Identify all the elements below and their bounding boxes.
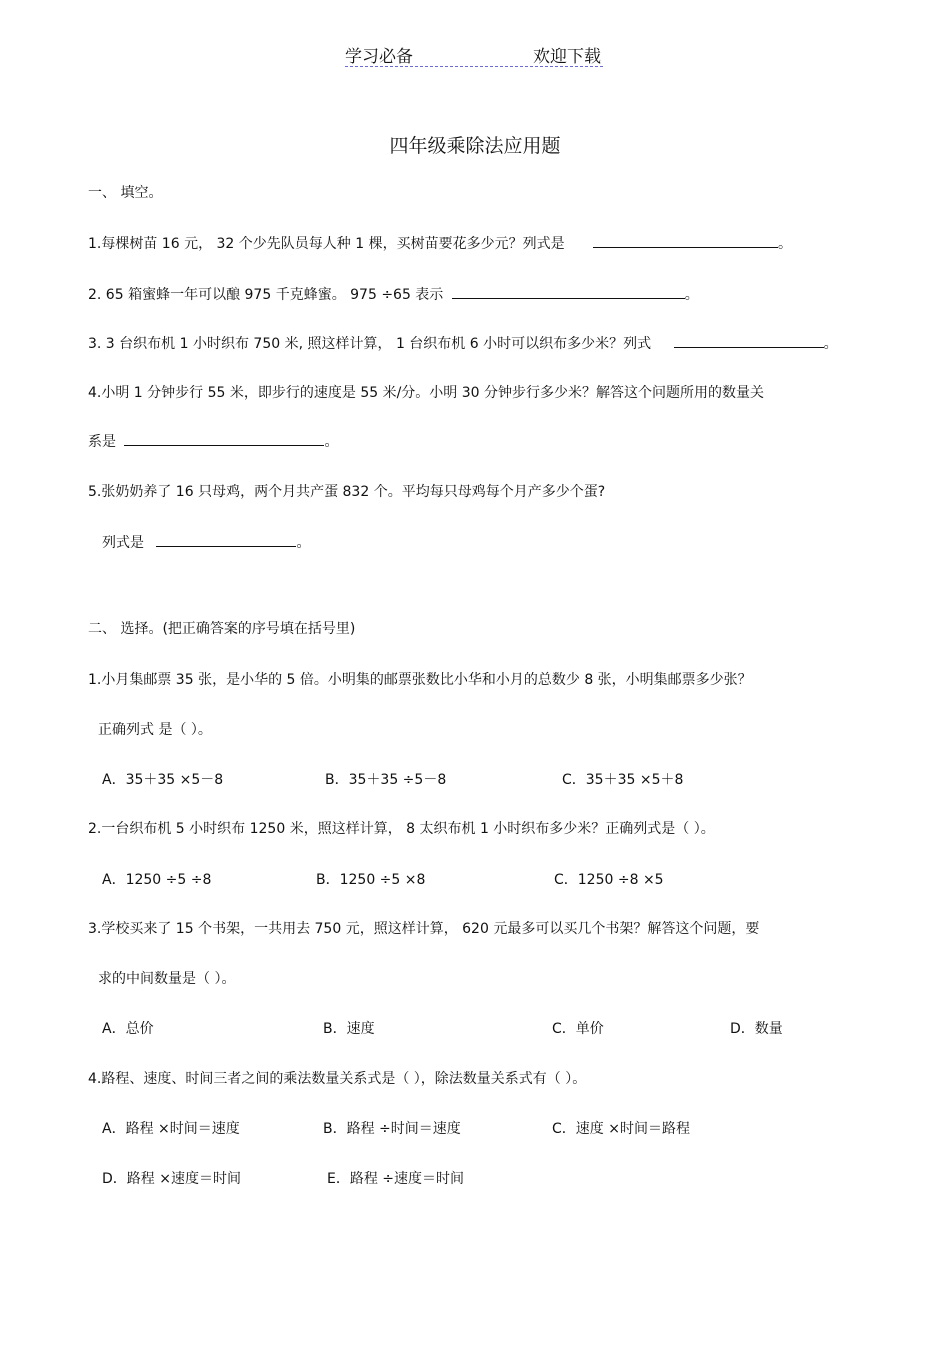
s1-q5-line2 [102,532,310,553]
s1-q2-answer-blank[interactable] [452,284,685,299]
section2-heading: 二、 选择。(把正确答案的序号填在括号里) [88,621,356,637]
s2-q4-option-b[interactable]: B．路程 ÷时间＝速度 [323,1121,461,1137]
s2-q3-option-c[interactable]: C．单价 [552,1021,604,1037]
s1-q3-end: 。 [823,336,838,352]
s1-q2-end: 。 [684,287,699,303]
s2-q1-option-a[interactable]: A．35＋35 ×5－8 [102,772,224,788]
s1-q3-answer-blank[interactable] [674,333,824,348]
s2-q2-option-c[interactable]: C．1250 ÷8 ×5 [554,872,664,888]
s1-q3-text: 3. 3 台织布机 1 小时织布 750 米, 照这样计算， 1 台织布机 6 小时可以织布多少米？列式 [88,336,652,352]
s2-q4-option-e[interactable]: E．路程 ÷速度＝时间 [327,1171,465,1187]
s1-q4-answer-blank[interactable] [124,431,324,446]
s2-q4-option-d[interactable]: D．路程 ×速度＝时间 [102,1171,241,1187]
header-left-text: 学习必备 [345,47,413,67]
s2-q1-line1: 1.小月集邮票 35 张，是小华的 5 倍。小明集的邮票张数比小华和小月的总数少 8 张，小明集邮票多少张？ [88,672,752,688]
s2-q2-option-a[interactable]: A．1250 ÷5 ÷8 [102,872,212,888]
s2-q3-line2: 求的中间数量是（ ）。 [98,971,236,987]
s2-q1-option-b[interactable]: B．35＋35 ÷5－8 [325,772,447,788]
s2-q3-line1: 3.学校买来了 15 个书架，一共用去 750 元，照这样计算， 620 元最多可以买几个书架？解答这个问题，要 [88,921,760,937]
s2-q3-option-d[interactable]: D．数量 [730,1021,783,1037]
s1-q4-line1: 4.小明 1 分钟步行 55 米，即步行的速度是 55 米/分。小明 30 分钟步行多少米？解答这个问题所用的数量关 [88,385,765,401]
s1-q1-text: 1.每棵树苗 16 元， 32 个少先队员每人种 1 棵，买树苗要花多少元？列式是 [88,236,565,252]
s1-question-1 [88,233,792,254]
s2-q2-option-b[interactable]: B．1250 ÷5 ×8 [316,872,426,888]
section1-heading: 一、 填空。 [88,185,163,201]
s2-q1-line2: 正确列式 是（ ）。 [98,722,212,738]
s2-q3-option-a[interactable]: A．总价 [102,1021,154,1037]
s1-q2-text: 2. 65 箱蜜蜂一年可以酿 975 千克蜂蜜。 975 ÷65 表示 [88,287,444,303]
s2-q1-option-c[interactable]: C．35＋35 ×5＋8 [562,772,684,788]
s1-q5-line1: 5.张奶奶养了 16 只母鸡，两个月共产蛋 832 个。平均每只母鸡每个月产多少个蛋? [88,484,606,500]
s1-q1-end: 。 [778,236,793,252]
s1-q5-end: 。 [296,535,311,551]
header-right-text: 欢迎下载 [533,47,601,67]
page-title: 四年级乘除法应用题 [389,135,561,157]
s1-question-3 [88,333,838,354]
s2-q4-option-c[interactable]: C．速度 ×时间＝路程 [552,1121,690,1137]
s1-q4-line2 [88,431,338,452]
s1-question-2 [88,284,699,305]
s2-q4-line1: 4.路程、速度、时间三者之间的乘法数量关系式是（ ），除法数量关系式有（ ）。 [88,1071,587,1087]
s1-q5-answer-blank[interactable] [156,532,296,547]
s2-q2-line1: 2.一台织布机 5 小时织布 1250 米，照这样计算， 8 太织布机 1 小时织布多少米？正确列式是（ ）。 [88,821,715,837]
s1-q1-answer-blank[interactable] [593,233,778,248]
s2-q4-option-a[interactable]: A．路程 ×时间＝速度 [102,1121,240,1137]
s2-q3-option-b[interactable]: B．速度 [323,1021,375,1037]
page-header [345,42,603,67]
s1-q4-end: 。 [324,434,339,450]
s1-q4-label: 系是 [88,434,116,450]
s1-q5-label: 列式是 [102,535,144,551]
